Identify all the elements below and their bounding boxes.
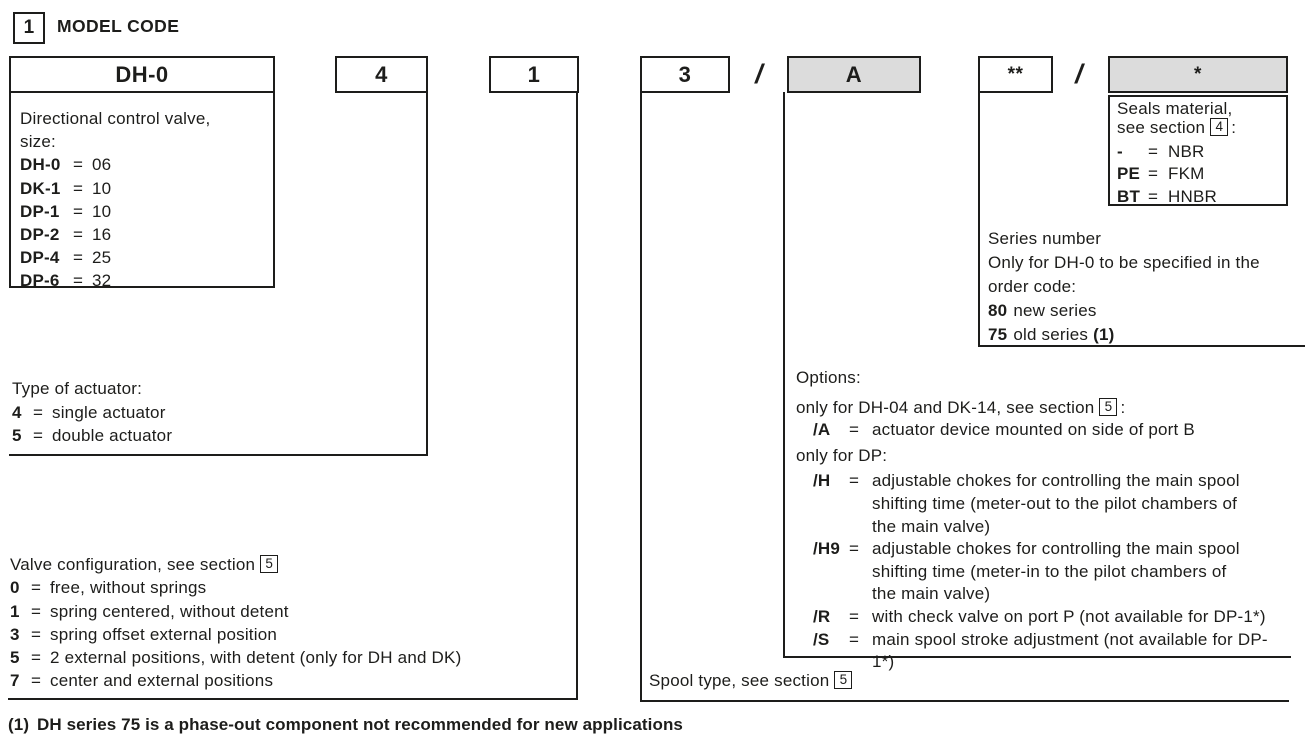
entry-value: NBR bbox=[1168, 142, 1205, 161]
seals-material-block bbox=[1117, 100, 1285, 208]
section-ref-box: 4 bbox=[1210, 118, 1228, 136]
size-entry bbox=[20, 177, 272, 200]
actuator-description-block bbox=[12, 377, 412, 448]
option-code: /H9 bbox=[813, 539, 841, 559]
equals-sign: = bbox=[73, 178, 84, 198]
valve-config-entry bbox=[10, 669, 572, 692]
option-description bbox=[872, 606, 1266, 629]
option-entry bbox=[796, 470, 1288, 538]
option-entry bbox=[796, 629, 1288, 674]
option-description-line: the main valve) bbox=[872, 584, 991, 604]
entry-code: 0 bbox=[10, 578, 20, 598]
entry-value: 06 bbox=[92, 155, 112, 175]
equals-sign: = bbox=[31, 578, 42, 598]
size-entry bbox=[20, 153, 272, 176]
option-description-line: main spool stroke adjustment (not available for DP-1*) bbox=[872, 629, 1268, 672]
size-entry bbox=[20, 223, 272, 246]
code-separator-slash-1: / bbox=[755, 58, 763, 89]
entry-code: 80 bbox=[988, 301, 1008, 320]
entry-value: 32 bbox=[92, 271, 112, 291]
entry-code: DP-4 bbox=[20, 248, 60, 268]
option-description-line: adjustable chokes for controlling the main spool bbox=[872, 539, 1240, 559]
equals-sign: = bbox=[849, 629, 860, 649]
code-box-series: ** bbox=[978, 56, 1053, 93]
entry-value: old series bbox=[1013, 325, 1089, 344]
series-line3: order code: bbox=[988, 277, 1077, 296]
series-entry bbox=[988, 323, 1300, 347]
equals-sign: = bbox=[33, 426, 44, 445]
entry-value: 10 bbox=[92, 178, 112, 198]
option-description bbox=[872, 419, 1195, 442]
seals-line2-text: see section bbox=[1117, 117, 1206, 137]
valve-config-entry bbox=[10, 600, 572, 623]
seals-line1: Seals material, bbox=[1117, 99, 1233, 118]
actuator-title: Type of actuator: bbox=[12, 379, 143, 398]
option-code: /S bbox=[813, 629, 830, 649]
options-intro-1-text: only for DH-04 and DK-14, see section bbox=[796, 397, 1095, 417]
seals-entry bbox=[1117, 163, 1285, 185]
series-number-block bbox=[988, 227, 1300, 347]
equals-sign: = bbox=[31, 671, 42, 691]
entry-code: 5 bbox=[12, 426, 22, 445]
page-title: MODEL CODE bbox=[57, 16, 180, 36]
section-number: 1 bbox=[23, 17, 35, 38]
option-entry bbox=[796, 419, 1288, 442]
code-box-spool: 3 bbox=[640, 56, 730, 93]
seals-line2 bbox=[1117, 118, 1285, 137]
valve-config-title bbox=[10, 553, 572, 576]
footnote bbox=[8, 715, 683, 735]
equals-sign: = bbox=[849, 420, 860, 440]
code-box-actuator: 4 bbox=[335, 56, 428, 93]
equals-sign: = bbox=[1148, 164, 1159, 184]
option-description-line: shifting time (meter-out to the pilot chambers of bbox=[872, 493, 1238, 513]
code-box-options: A bbox=[787, 56, 921, 93]
option-code: /R bbox=[813, 606, 831, 626]
size-title-line2: size: bbox=[20, 132, 56, 152]
seals-entry bbox=[1117, 186, 1285, 208]
option-description-line: with check valve on port P (not available for DP-1*) bbox=[872, 606, 1266, 626]
equals-sign: = bbox=[73, 225, 84, 245]
valve-config-title-text: Valve configuration, see section bbox=[10, 555, 256, 574]
options-intro-2: only for DP: bbox=[796, 445, 888, 465]
entry-code: DH-0 bbox=[20, 155, 61, 175]
entry-value: free, without springs bbox=[50, 578, 207, 598]
entry-value: FKM bbox=[1168, 164, 1205, 184]
entry-code: 5 bbox=[10, 648, 20, 668]
entry-code: 1 bbox=[10, 601, 20, 621]
entry-code: 7 bbox=[10, 671, 20, 691]
size-entry bbox=[20, 200, 272, 223]
entry-value: center and external positions bbox=[50, 671, 274, 691]
entry-value: double actuator bbox=[52, 426, 173, 445]
entry-value: 10 bbox=[92, 201, 112, 221]
actuator-entry bbox=[12, 424, 412, 448]
footnote-marker: (1) bbox=[8, 715, 30, 734]
option-code: /H bbox=[813, 471, 831, 491]
entry-code: 75 bbox=[988, 325, 1008, 344]
options-intro-1 bbox=[796, 397, 1288, 420]
equals-sign: = bbox=[73, 271, 84, 291]
section-ref-box: 5 bbox=[260, 555, 278, 573]
option-code: /A bbox=[813, 420, 831, 440]
series-entry bbox=[988, 299, 1300, 323]
section-number-box bbox=[13, 12, 45, 44]
option-description-line: adjustable chokes for controlling the main spool bbox=[872, 471, 1240, 491]
equals-sign: = bbox=[849, 606, 860, 626]
equals-sign: = bbox=[849, 471, 860, 491]
entry-value: new series bbox=[1013, 301, 1097, 320]
footnote-text: DH series 75 is a phase-out component not recommended for new applications bbox=[37, 715, 683, 734]
equals-sign: = bbox=[31, 648, 42, 668]
entry-code: - bbox=[1117, 142, 1123, 161]
equals-sign: = bbox=[31, 601, 42, 621]
size-entry bbox=[20, 246, 272, 269]
series-line2: Only for DH-0 to be specified in the bbox=[988, 253, 1260, 272]
code-box-config: 1 bbox=[489, 56, 579, 93]
entry-code: 3 bbox=[10, 624, 20, 644]
equals-sign: = bbox=[1148, 186, 1159, 206]
entry-value: spring offset external position bbox=[50, 624, 278, 644]
spool-type-text: Spool type, see section bbox=[649, 671, 830, 690]
options-intro-1-suffix: : bbox=[1120, 397, 1126, 417]
option-entry bbox=[796, 538, 1288, 606]
option-entry bbox=[796, 606, 1288, 629]
entry-value: 25 bbox=[92, 248, 112, 268]
entry-code: DP-6 bbox=[20, 271, 60, 291]
series-note-ref: (1) bbox=[1093, 325, 1115, 344]
equals-sign: = bbox=[73, 201, 84, 221]
option-description bbox=[872, 470, 1240, 538]
size-description-block bbox=[20, 107, 272, 293]
equals-sign: = bbox=[73, 155, 84, 175]
series-line1: Series number bbox=[988, 229, 1102, 248]
code-box-seals: * bbox=[1108, 56, 1288, 93]
entry-code: 4 bbox=[12, 402, 22, 422]
valve-config-entry bbox=[10, 646, 572, 669]
section-ref-box: 5 bbox=[834, 671, 852, 689]
equals-sign: = bbox=[31, 624, 42, 644]
entry-code: DP-2 bbox=[20, 225, 60, 245]
entry-code: DK-1 bbox=[20, 178, 61, 198]
section-ref-box: 5 bbox=[1099, 398, 1117, 416]
size-title-line1: Directional control valve, bbox=[20, 109, 211, 128]
equals-sign: = bbox=[849, 539, 860, 559]
entry-code: DP-1 bbox=[20, 201, 60, 221]
size-entry bbox=[20, 269, 272, 292]
entry-value: spring centered, without detent bbox=[50, 601, 289, 621]
equals-sign: = bbox=[33, 402, 44, 422]
option-description-line: actuator device mounted on side of port B bbox=[872, 420, 1195, 440]
entry-code: PE bbox=[1117, 164, 1141, 184]
options-block bbox=[796, 367, 1288, 674]
equals-sign: = bbox=[1148, 142, 1159, 161]
options-title: Options: bbox=[796, 368, 861, 387]
seals-line2-suffix: : bbox=[1231, 117, 1237, 137]
option-description bbox=[872, 538, 1240, 606]
code-box-size: DH-0 bbox=[9, 56, 275, 93]
seals-entry bbox=[1117, 141, 1285, 163]
valve-config-block bbox=[10, 553, 572, 693]
entry-value: 16 bbox=[92, 225, 112, 245]
code-separator-slash-2: / bbox=[1075, 58, 1083, 89]
option-description-line: the main valve) bbox=[872, 516, 991, 536]
entry-value: single actuator bbox=[52, 402, 166, 422]
valve-config-entry bbox=[10, 576, 572, 599]
entry-value: 2 external positions, with detent (only for DH and DK) bbox=[50, 648, 462, 668]
option-description bbox=[872, 629, 1288, 674]
valve-config-entry bbox=[10, 623, 572, 646]
actuator-entry bbox=[12, 401, 412, 425]
entry-value: HNBR bbox=[1168, 186, 1217, 206]
equals-sign: = bbox=[73, 248, 84, 268]
entry-code: BT bbox=[1117, 186, 1141, 206]
option-description-line: shifting time (meter-in to the pilot chambers of bbox=[872, 561, 1227, 581]
